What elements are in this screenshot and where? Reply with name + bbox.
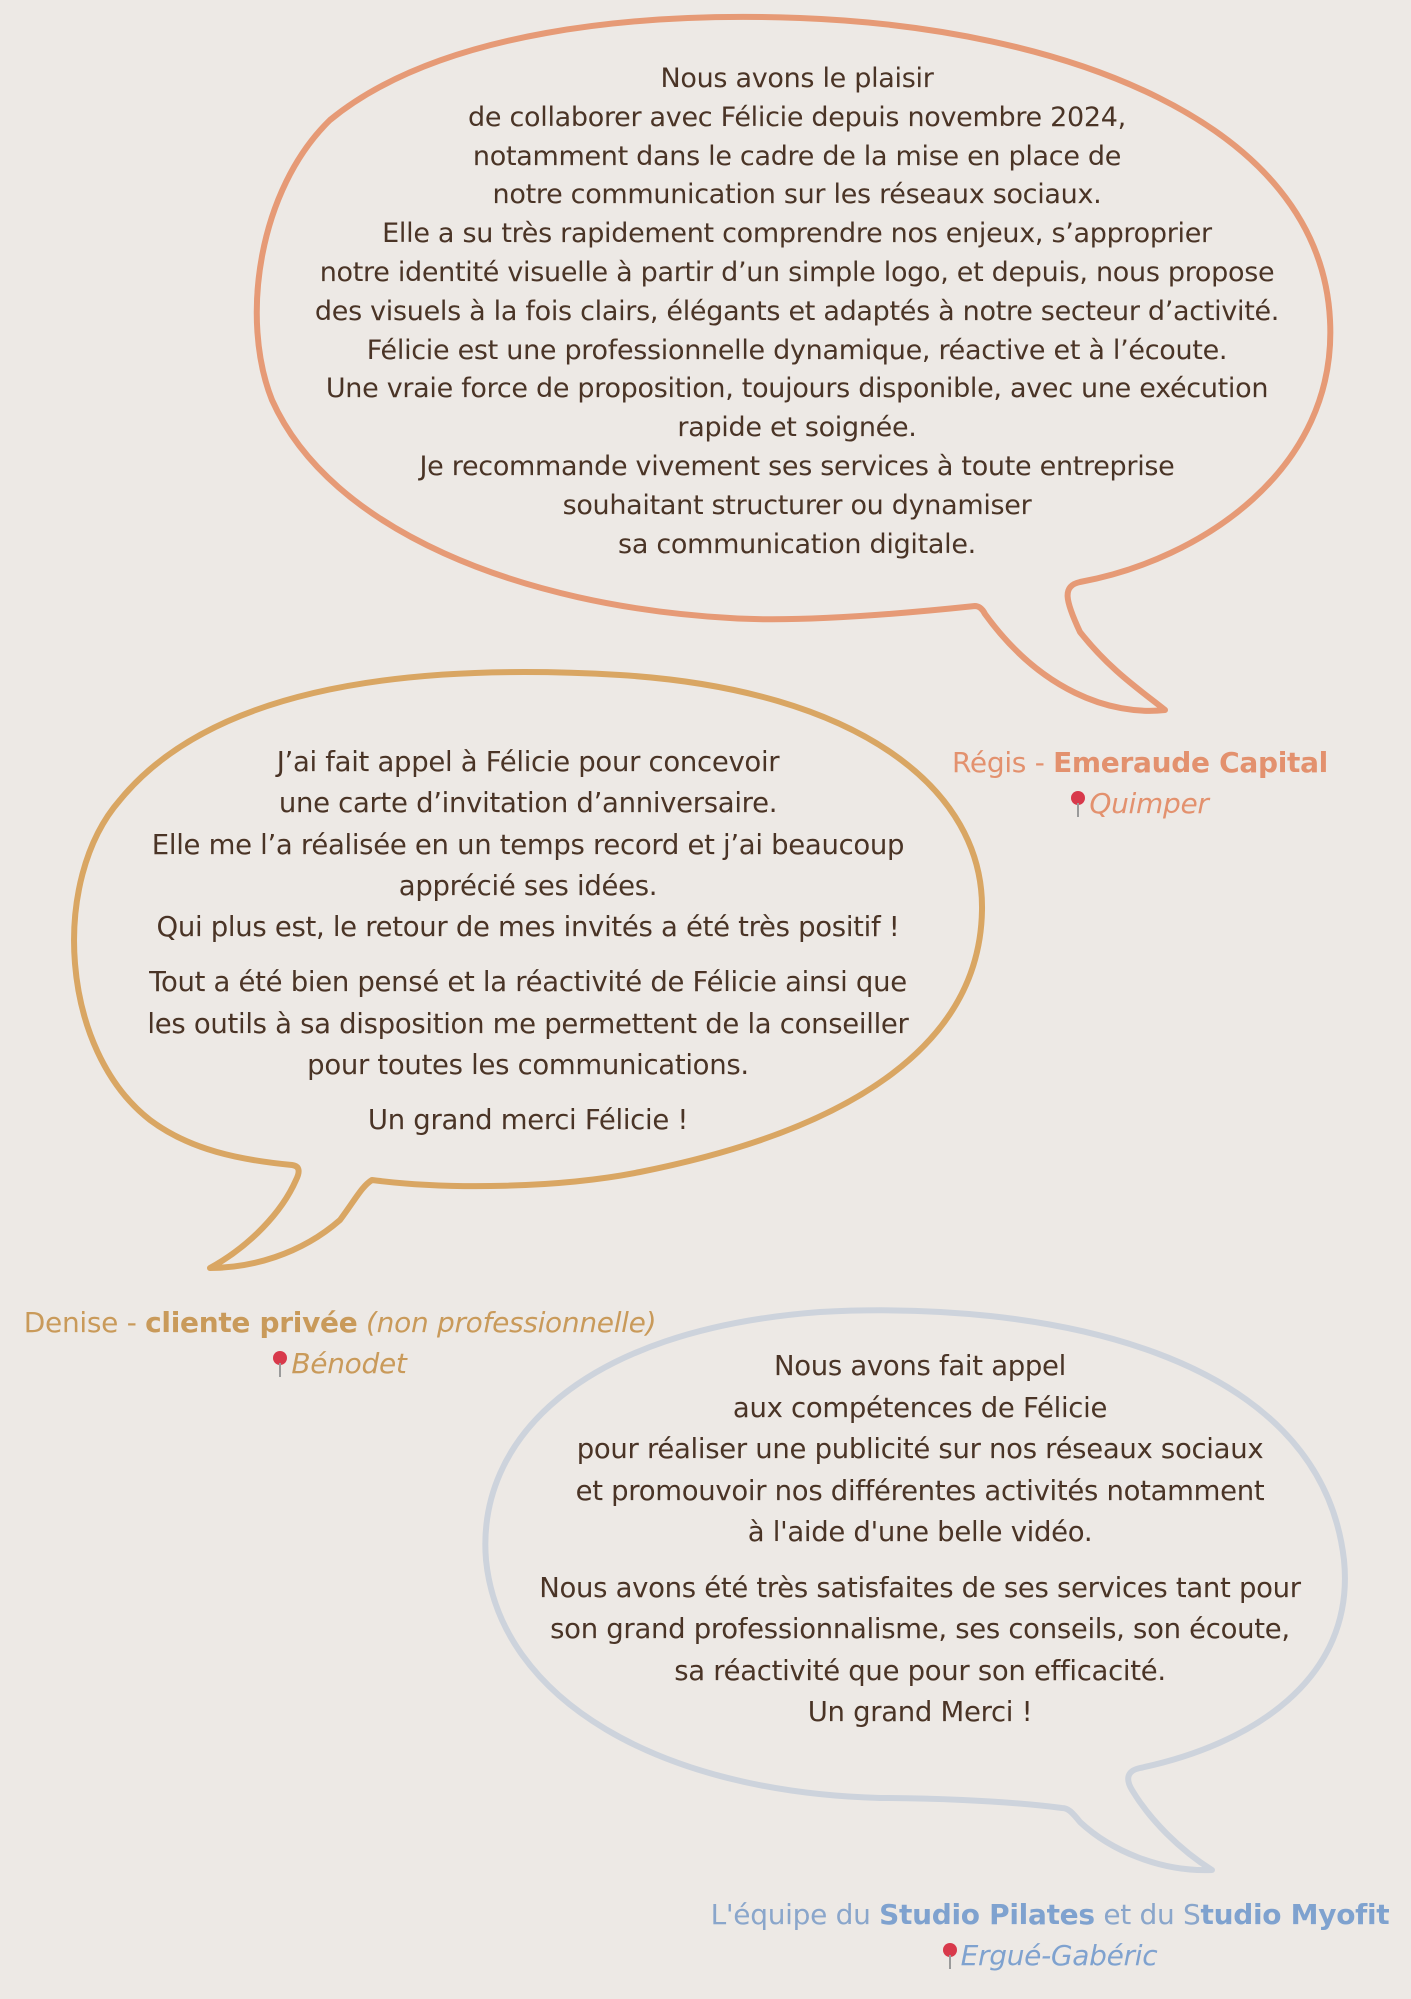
testimonial-line: Je recommande vivement ses services à toute entreprise — [419, 450, 1175, 482]
testimonial-line: Elle a su très rapidement comprendre nos enjeux, s’approprier — [382, 218, 1212, 250]
author-name: Régis — [952, 746, 1027, 779]
testimonial-line: des visuels à la fois clairs, élégants et adaptés à notre secteur d’activité. — [314, 295, 1280, 327]
testimonial-line: Tout a été bien pensé et la réactivité de Félicie ainsi que — [149, 966, 907, 999]
author-location: Quimper — [1089, 787, 1209, 820]
testimonial-line: rapide et soignée. — [677, 412, 917, 444]
author-location-line — [700, 1935, 1400, 1976]
testimonial-line: les outils à sa disposition me permettent de la conseiller — [147, 1007, 909, 1040]
testimonial-line: apprécié ses idées. — [398, 869, 658, 902]
round-pushpin-icon — [943, 1943, 957, 1969]
author-separator: - — [118, 1306, 146, 1339]
testimonial-line: aux compétences de Félicie — [732, 1391, 1108, 1424]
author-studio-1: Studio Pilates — [879, 1898, 1095, 1931]
testimonial-paragraph — [490, 1346, 1350, 1554]
author-middle: et du S — [1094, 1898, 1201, 1931]
author-name-line — [700, 1894, 1400, 1935]
author-location: Bénodet — [291, 1347, 407, 1380]
testimonial-line: à l'aide d'une belle vidéo. — [747, 1516, 1093, 1548]
testimonial-line: Elle me l’a réalisée en un temps record et j’ai beaucoup — [151, 828, 905, 861]
testimonial-line: sa communication digitale. — [618, 528, 976, 560]
author-name: Denise — [23, 1306, 119, 1339]
testimonial-line: et promouvoir nos différentes activités notamment — [575, 1474, 1265, 1507]
testimonial-line: pour réaliser une publicité sur nos réseaux sociaux — [576, 1433, 1264, 1465]
author-company: cliente privée — [145, 1306, 358, 1339]
testimonial-3-text — [490, 1346, 1350, 1734]
testimonial-line: une carte d’invitation d’anniversaire. — [278, 787, 778, 820]
testimonial-line: sa réactivité que pour son efficacité. — [674, 1654, 1166, 1687]
testimonial-line: souhaitant structurer ou dynamiser — [562, 489, 1032, 521]
testimonial-line: Félicie est une professionnelle dynamique, réactive et à l’écoute. — [366, 334, 1228, 366]
author-company: Emeraude Capital — [1053, 746, 1328, 779]
testimonial-paragraph — [490, 1568, 1350, 1734]
testimonial-line: Une vraie force de proposition, toujours disponible, avec une exécution — [325, 373, 1269, 405]
author-studio-2: tudio Myofit — [1200, 1898, 1390, 1931]
author-separator: - — [1026, 746, 1054, 779]
testimonial-line: notre identité visuelle à partir d’un simple logo, et depuis, nous propose — [319, 256, 1275, 288]
testimonial-line: Qui plus est, le retour de mes invités a été très positif ! — [156, 911, 900, 944]
testimonial-line: Un grand merci Félicie ! — [367, 1104, 689, 1137]
testimonial-3-author — [700, 1894, 1400, 1976]
author-location: Ergué-Gabéric — [960, 1939, 1158, 1972]
author-note: (non professionnelle) — [366, 1306, 657, 1339]
testimonial-line: pour toutes les communications. — [307, 1049, 749, 1082]
testimonial-line: J’ai fait appel à Félicie pour concevoir — [276, 746, 780, 778]
testimonial-line: notamment dans le cadre de la mise en place de — [472, 140, 1122, 172]
testimonial-line: Nous avons fait appel — [773, 1350, 1067, 1382]
testimonial-line: notre communication sur les réseaux sociaux. — [492, 179, 1102, 211]
testimonial-line: Nous avons été très satisfaites de ses services tant pour — [539, 1571, 1301, 1604]
testimonial-line: de collaborer avec Félicie depuis novembre 2024, — [468, 101, 1126, 133]
testimonial-line: son grand professionnalisme, ses conseils, son écoute, — [550, 1613, 1290, 1645]
author-prefix: L'équipe du — [710, 1898, 880, 1931]
testimonial-line: Nous avons le plaisir — [660, 63, 934, 94]
testimonial-line: Un grand Merci ! — [807, 1696, 1033, 1728]
